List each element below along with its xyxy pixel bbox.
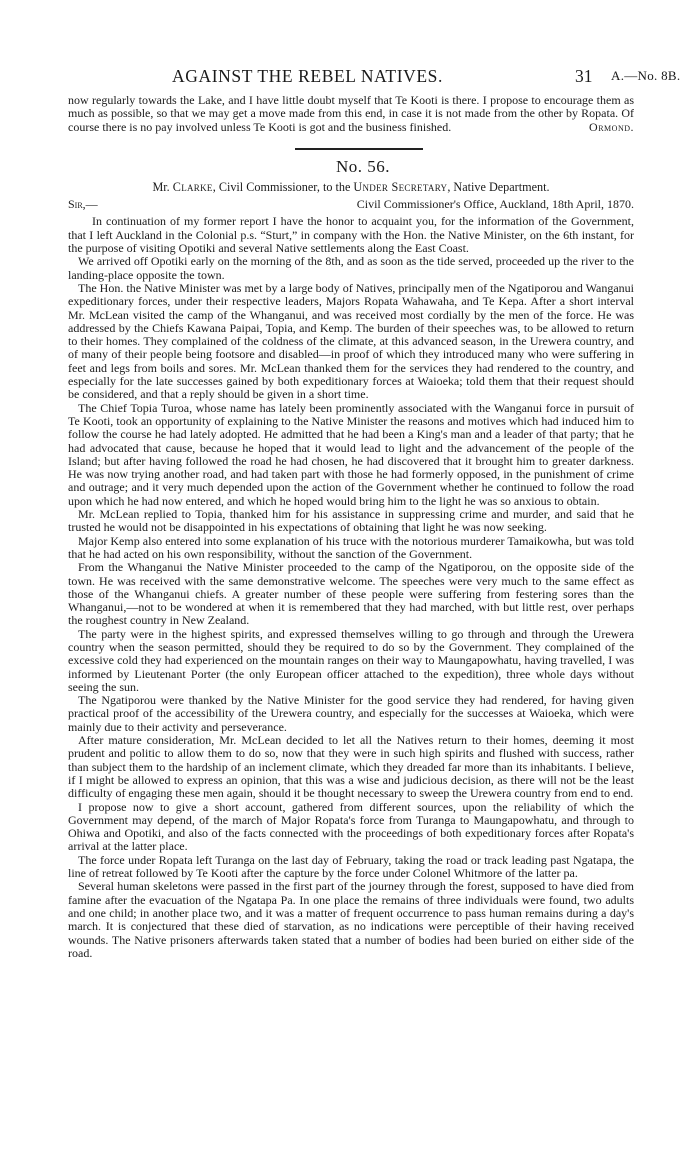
body-paragraph: From the Whanganui the Native Minister proceeded to the camp of the Ngatiporou, on the opposite side of the town. He was received with the same demonstrative welcome. The speeches were very much to the same effect as those of the Whanganui chiefs. A greater number of these people were suffering from festering sores than the Whanganui,—not to be wondered at when it is remembered that they had marched, with but little rest, over perhaps the roughest country in New Zealand. bbox=[68, 560, 634, 628]
page-content bbox=[68, 94, 634, 960]
addressee-suffix: , Native Department. bbox=[447, 180, 550, 195]
document-number: No. 56. bbox=[335, 156, 391, 176]
continuation-paragraph: now regularly towards the Lake, and I have little doubt myself that Te Kooti is there. I propose to encourage them as much as possible, so that we may get a move made from this end, in case it is not made from the other by Ropata. Of course there is no pay involved unless Te Kooti is got and the business finished. bbox=[68, 93, 634, 134]
section-divider bbox=[295, 148, 423, 150]
salutation: Sir,— bbox=[68, 197, 98, 212]
body-paragraph: Major Kemp also entered into some explanation of his truce with the notorious murderer Tamaikowha, but was told that he had acted on his own responsibility, without the sanction of the Government. bbox=[68, 533, 634, 561]
body-paragraph: We arrived off Opotiki early on the morning of the 8th, and as soon as the tide served, proceeded up the river to the landing-place opposite the town. bbox=[68, 254, 634, 282]
body-paragraph: In continuation of my former report I have the honor to acquaint you, for the information of the Government, that I left Auckland in the Colonial p.s. “Sturt,” in company with the Hon. the Native Minister, on the 6th instant, for the purpose of visiting Opotiki and several Native settlements along the East Coast. bbox=[68, 214, 634, 256]
body-paragraph: The party were in the highest spirits, and expressed themselves willing to go through and through the Urewera country when the season permitted, should they be required to do so by the Government. They complained of the excessive cold they had experienced on the mountain ranges on their way to Maungapowhatu, having travelled, I was informed by Lieutenant Porter (the only European officer attached to the expedition), three whole days without seeing the sun. bbox=[68, 626, 634, 694]
addressee-recipient: Under Secretary bbox=[353, 180, 448, 195]
body-paragraph: Several human skeletons were passed in the first part of the journey through the forest, supposed to have died from famine after the evacuation of the Ngatapa Pa. In one place the remains of three individuals were found, two adults and one child; in another place two, and it was a matter of frequent occurrence to pass human remains during a day's march. It is conjectured that these died of starvation, as no indications were perceptible of their having received wounds. The Native prisoners afterwards taken stated that a number of bodies had been buried on either side of the road. bbox=[68, 879, 634, 960]
addressee-middle: , Civil Commissioner, to the bbox=[212, 180, 351, 195]
body-paragraph: The Ngatiporou were thanked by the Native Minister for the good service they had rendered, for having given practical proof of the accessibility of the Urewera country, and especially for the successes at Waioeka, which were mainly due to their activity and perseverance. bbox=[68, 693, 634, 734]
body-paragraph: The Hon. the Native Minister was met by a large body of Natives, principally men of the Ngatiporou and Wanganui expeditionary forces, under their respective leaders, Majors Ropata Wahawaha, and Te Kepa. After a short interval Mr. McLean visited the camp of the Whanganui, and was received most cordially by the men of the force. He was addressed by the Chiefs Kawana Paipai, Topia, and Kemp. The burden of their speeches was, to be allowed to return to their homes. They complained of the coldness of the climate, at this advanced season, in the Urewera country, and of many of their people being footsore and disabled—in proof of which they introduced many who were suffering in feet and legs from boils and sores. Mr. McLean thanked them for the services they had rendered to the country, and especially for the late successes gained by both expeditionary forces at Waioeka; told them that their request should be considered, and that a reply should be given in a short time. bbox=[68, 280, 634, 402]
running-title: AGAINST THE REBEL NATIVES. bbox=[172, 66, 443, 86]
running-head bbox=[68, 66, 688, 88]
date-location: Civil Commissioner's Office, Auckland, 18th April, 1870. bbox=[356, 197, 634, 212]
dateline bbox=[68, 198, 634, 212]
body-paragraph: The force under Ropata left Turanga on the last day of February, taking the road or track leading past Ngatapa, the line of retreat followed by Te Kooti after the capture by the force under Colonel Whitmore of the latter pa. bbox=[68, 852, 634, 881]
addressee-line bbox=[68, 181, 634, 194]
page-number: 31 bbox=[575, 66, 593, 86]
addressee-prefix: Mr. bbox=[152, 180, 170, 195]
document-reference: A.—No. 8B. bbox=[611, 68, 681, 83]
body-paragraph: The Chief Topia Turoa, whose name has lately been prominently associated with the Wanganui force in pursuit of Te Kooti, took an opportunity of explaining to the Native Minister the reasons and motives which had induced him to follow the course he had lately adopted. He admitted that he had been a King's man and a leader of that party; that he had advocated that cause, because he hoped that it would lead to light and the advancement of the people of the Island; but after having followed the road he had chosen, he had discovered that it brought him to greater darkness. He was now trying another road, and had taken part with those he had formerly opposed, in the punishment of crime and outrage; and it very much depended upon the action of the Government whether he continued to follow the road upon which he had now entered, and which he hoped would bring him to the light he was so anxious to obtain. bbox=[68, 400, 634, 508]
addressee-name: Clarke bbox=[172, 180, 213, 195]
body-paragraph: Mr. McLean replied to Topia, thanked him for his assistance in suppressing crime and murder, and said that he trusted he would not be disappointed in his expectations of obtaining that light he was now seeking. bbox=[68, 507, 634, 535]
signature: Ormond. bbox=[589, 119, 634, 134]
body-paragraph: After mature consideration, Mr. McLean decided to let all the Natives return to their homes, deeming it most prudent and politic to allow them to do so, now that they were in such high spirits and flushed with success, rather than subject them to the hardship of an inclement climate, which they dreaded far more than its inhabitants. I believe, if I might be allowed to express an opinion, that this was a wise and judicious decision, as there will not be the least difficulty of engaging these men again, should it be thought necessary to sweep the Urewera country from end to end. bbox=[68, 733, 634, 801]
body-paragraph: I propose now to give a short account, gathered from different sources, upon the reliability of which the Government may depend, of the march of Major Ropata's force from Turanga to Maungapowhatu, and through to Ohiwa and Opotiki, and also of the facts connected with the proceedings of both expeditionary forces after Ropata's arrival at the latter place. bbox=[68, 799, 634, 854]
